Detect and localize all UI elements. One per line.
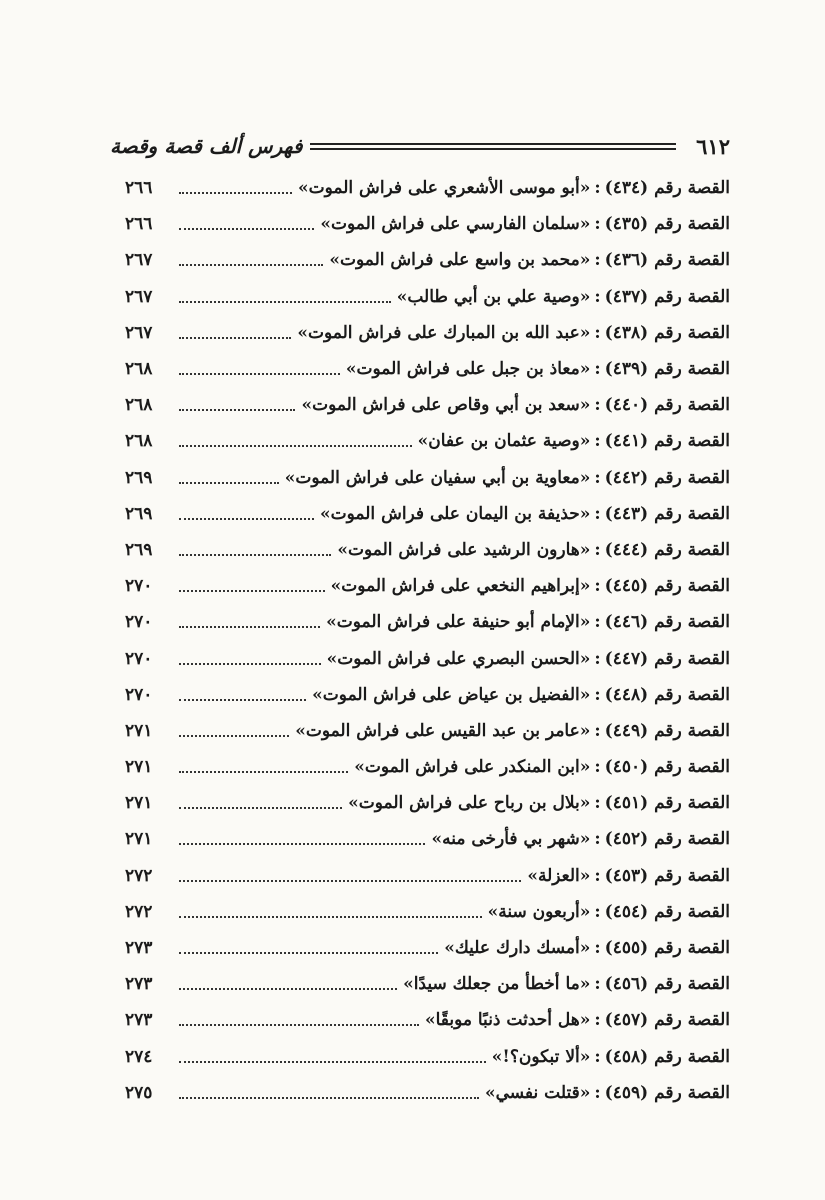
entry-title: «سلمان الفارسي على فراش الموت» <box>320 214 591 235</box>
dot-leader <box>179 518 314 520</box>
entry-label: القصة رقم (٤٥٩) <box>604 1082 730 1103</box>
entry-page-number: ٢٦٨ <box>125 395 153 416</box>
entry-title: «أربعون سنة» <box>487 901 591 922</box>
entry-label: القصة رقم (٤٣٨) <box>604 322 730 343</box>
entry-title: «سعد بن أبي وقاص على فراش الموت» <box>301 395 591 416</box>
entry-label: القصة رقم (٤٣٤) <box>604 178 730 199</box>
entry-title: «العزلة» <box>527 865 591 886</box>
entry-separator: : <box>594 503 601 524</box>
entry-separator: : <box>594 322 601 343</box>
entry-page-number: ٢٧٣ <box>125 974 153 995</box>
entry-label: القصة رقم (٤٤٠) <box>604 395 730 416</box>
entry-page-number: ٢٧١ <box>125 757 153 778</box>
dot-leader <box>179 771 348 773</box>
toc-entry <box>125 351 730 387</box>
entry-title: «هل أحدثت ذنبًا موبقًا» <box>424 1010 591 1031</box>
entry-separator: : <box>594 684 601 705</box>
toc-entry <box>125 387 730 423</box>
toc-entry <box>125 1002 730 1038</box>
toc-entry <box>125 604 730 640</box>
entry-page-number: ٢٧٠ <box>125 612 153 633</box>
entry-title: «الحسن البصري على فراش الموت» <box>326 648 591 669</box>
entry-title: «الفضيل بن عياض على فراش الموت» <box>312 684 591 705</box>
entry-label: القصة رقم (٤٤٨) <box>604 684 730 705</box>
entry-page-number: ٢٧١ <box>125 829 153 850</box>
toc-entry <box>125 206 730 242</box>
toc-entry <box>125 785 730 821</box>
entry-title: «عامر بن عبد القيس على فراش الموت» <box>295 720 591 741</box>
entry-page-number: ٢٦٧ <box>125 322 153 343</box>
toc-entry <box>125 460 730 496</box>
entry-label: القصة رقم (٤٥٧) <box>604 1010 730 1031</box>
entry-title: «عبد الله بن المبارك على فراش الموت» <box>297 322 591 343</box>
dot-leader <box>179 554 331 556</box>
entry-separator: : <box>594 539 601 560</box>
entry-page-number: ٢٧٢ <box>125 865 153 886</box>
dot-leader <box>179 337 291 339</box>
entry-page-number: ٢٧٤ <box>125 1046 153 1067</box>
entry-page-number: ٢٧٣ <box>125 938 153 959</box>
entry-label: القصة رقم (٤٥٥) <box>604 938 730 959</box>
entry-label: القصة رقم (٤٤٦) <box>604 612 730 633</box>
entry-separator: : <box>594 648 601 669</box>
dot-leader <box>179 916 482 918</box>
dot-leader <box>179 699 306 701</box>
entry-page-number: ٢٦٧ <box>125 286 153 307</box>
toc-entry <box>125 279 730 315</box>
entry-label: القصة رقم (٤٣٧) <box>604 286 730 307</box>
entry-label: القصة رقم (٤٥١) <box>604 793 730 814</box>
entry-separator: : <box>594 1010 601 1031</box>
entry-page-number: ٢٦٨ <box>125 431 153 452</box>
entry-separator: : <box>594 467 601 488</box>
dot-leader <box>179 1061 486 1063</box>
dot-leader <box>179 1024 419 1026</box>
entry-separator: : <box>594 793 601 814</box>
entry-label: القصة رقم (٤٤٧) <box>604 648 730 669</box>
toc-entry <box>125 713 730 749</box>
entry-page-number: ٢٧١ <box>125 720 153 741</box>
entry-label: القصة رقم (٤٤٩) <box>604 720 730 741</box>
entry-title: «هارون الرشيد على فراش الموت» <box>337 539 591 560</box>
entry-separator: : <box>594 576 601 597</box>
toc-entry <box>125 568 730 604</box>
entry-title: «إبراهيم النخعي على فراش الموت» <box>330 576 591 597</box>
entry-title: «حذيفة بن اليمان على فراش الموت» <box>320 503 591 524</box>
dot-leader <box>179 952 438 954</box>
toc-entry <box>125 170 730 206</box>
dot-leader <box>179 264 323 266</box>
dot-leader <box>179 843 425 845</box>
entry-separator: : <box>594 938 601 959</box>
dot-leader <box>179 626 320 628</box>
entry-label: القصة رقم (٤٣٩) <box>604 359 730 380</box>
entry-separator: : <box>594 612 601 633</box>
page-header <box>110 126 730 166</box>
entry-separator: : <box>594 431 601 452</box>
toc-entry <box>125 966 730 1002</box>
entry-page-number: ٢٧٠ <box>125 684 153 705</box>
dot-leader <box>179 807 342 809</box>
entry-page-number: ٢٦٧ <box>125 250 153 271</box>
dot-leader <box>179 409 295 411</box>
entry-title: «قتلت نفسي» <box>484 1082 591 1103</box>
dot-leader <box>179 663 321 665</box>
entry-label: القصة رقم (٤٤٢) <box>604 467 730 488</box>
entry-page-number: ٢٧١ <box>125 793 153 814</box>
entry-title: «ما أخطأ من جعلك سيدًا» <box>403 974 591 995</box>
dot-leader <box>179 482 279 484</box>
entry-separator: : <box>594 829 601 850</box>
dot-leader <box>179 301 391 303</box>
entry-page-number: ٢٧٢ <box>125 901 153 922</box>
entry-title: «معاذ بن جبل على فراش الموت» <box>345 359 591 380</box>
entry-separator: : <box>594 359 601 380</box>
entry-title: «أمسك دارك عليك» <box>444 938 591 959</box>
entry-page-number: ٢٦٦ <box>125 214 153 235</box>
entry-label: القصة رقم (٤٥٤) <box>604 901 730 922</box>
entry-title: «شهر بي فأرخى منه» <box>431 829 591 850</box>
toc-entry <box>125 423 730 459</box>
toc-entry <box>125 242 730 278</box>
dot-leader <box>179 988 397 990</box>
entry-page-number: ٢٧٠ <box>125 576 153 597</box>
toc-entry <box>125 496 730 532</box>
entry-page-number: ٢٦٨ <box>125 359 153 380</box>
entry-page-number: ٢٧٣ <box>125 1010 153 1031</box>
entry-title: «الإمام أبو حنيفة على فراش الموت» <box>326 612 591 633</box>
entry-label: القصة رقم (٤٤٤) <box>604 539 730 560</box>
entry-page-number: ٢٦٩ <box>125 503 153 524</box>
entry-separator: : <box>594 214 601 235</box>
entry-title: «بلال بن رباح على فراش الموت» <box>348 793 591 814</box>
toc-entry <box>125 749 730 785</box>
entry-separator: : <box>594 250 601 271</box>
toc-entry <box>125 532 730 568</box>
toc-entry <box>125 858 730 894</box>
toc-entry <box>125 677 730 713</box>
entry-separator: : <box>594 901 601 922</box>
entry-separator: : <box>594 1082 601 1103</box>
dot-leader <box>179 228 314 230</box>
dot-leader <box>179 445 412 447</box>
entry-page-number: ٢٦٩ <box>125 539 153 560</box>
entry-title: «ألا تبكون؟!» <box>491 1046 591 1067</box>
entry-label: القصة رقم (٤٥٨) <box>604 1046 730 1067</box>
dot-leader <box>179 192 292 194</box>
dot-leader <box>179 880 521 882</box>
toc-entry <box>125 821 730 857</box>
entry-separator: : <box>594 865 601 886</box>
page-number: ٦١٢ <box>696 133 730 159</box>
entry-title: «محمد بن واسع على فراش الموت» <box>329 250 591 271</box>
toc-list <box>125 170 730 1111</box>
entry-label: القصة رقم (٤٥٦) <box>604 974 730 995</box>
toc-entry <box>125 315 730 351</box>
entry-label: القصة رقم (٤٣٥) <box>604 214 730 235</box>
entry-separator: : <box>594 757 601 778</box>
dot-leader <box>179 590 325 592</box>
book-title: فهرس ألف قصة وقصة <box>110 134 303 158</box>
entry-page-number: ٢٦٩ <box>125 467 153 488</box>
entry-title: «وصية عثمان بن عفان» <box>417 431 591 452</box>
entry-label: القصة رقم (٤٥٢) <box>604 829 730 850</box>
entry-separator: : <box>594 720 601 741</box>
header-rule <box>310 143 676 150</box>
entry-separator: : <box>594 1046 601 1067</box>
entry-separator: : <box>594 178 601 199</box>
toc-entry <box>125 930 730 966</box>
dot-leader <box>179 1097 479 1099</box>
entry-title: «أبو موسى الأشعري على فراش الموت» <box>298 178 591 199</box>
entry-separator: : <box>594 286 601 307</box>
toc-entry <box>125 1039 730 1075</box>
entry-title: «ابن المنكدر على فراش الموت» <box>354 757 591 778</box>
entry-label: القصة رقم (٤٤٥) <box>604 576 730 597</box>
entry-page-number: ٢٧٥ <box>125 1082 153 1103</box>
dot-leader <box>179 373 340 375</box>
entry-label: القصة رقم (٤٥٠) <box>604 757 730 778</box>
dot-leader <box>179 735 289 737</box>
entry-page-number: ٢٦٦ <box>125 178 153 199</box>
entry-title: «وصية علي بن أبي طالب» <box>396 286 591 307</box>
toc-entry <box>125 894 730 930</box>
entry-page-number: ٢٧٠ <box>125 648 153 669</box>
entry-label: القصة رقم (٤٤٣) <box>604 503 730 524</box>
entry-separator: : <box>594 974 601 995</box>
entry-label: القصة رقم (٤٣٦) <box>604 250 730 271</box>
toc-entry <box>125 1075 730 1111</box>
entry-separator: : <box>594 395 601 416</box>
entry-label: القصة رقم (٤٥٣) <box>604 865 730 886</box>
toc-entry <box>125 640 730 676</box>
entry-label: القصة رقم (٤٤١) <box>604 431 730 452</box>
entry-title: «معاوية بن أبي سفيان على فراش الموت» <box>284 467 591 488</box>
